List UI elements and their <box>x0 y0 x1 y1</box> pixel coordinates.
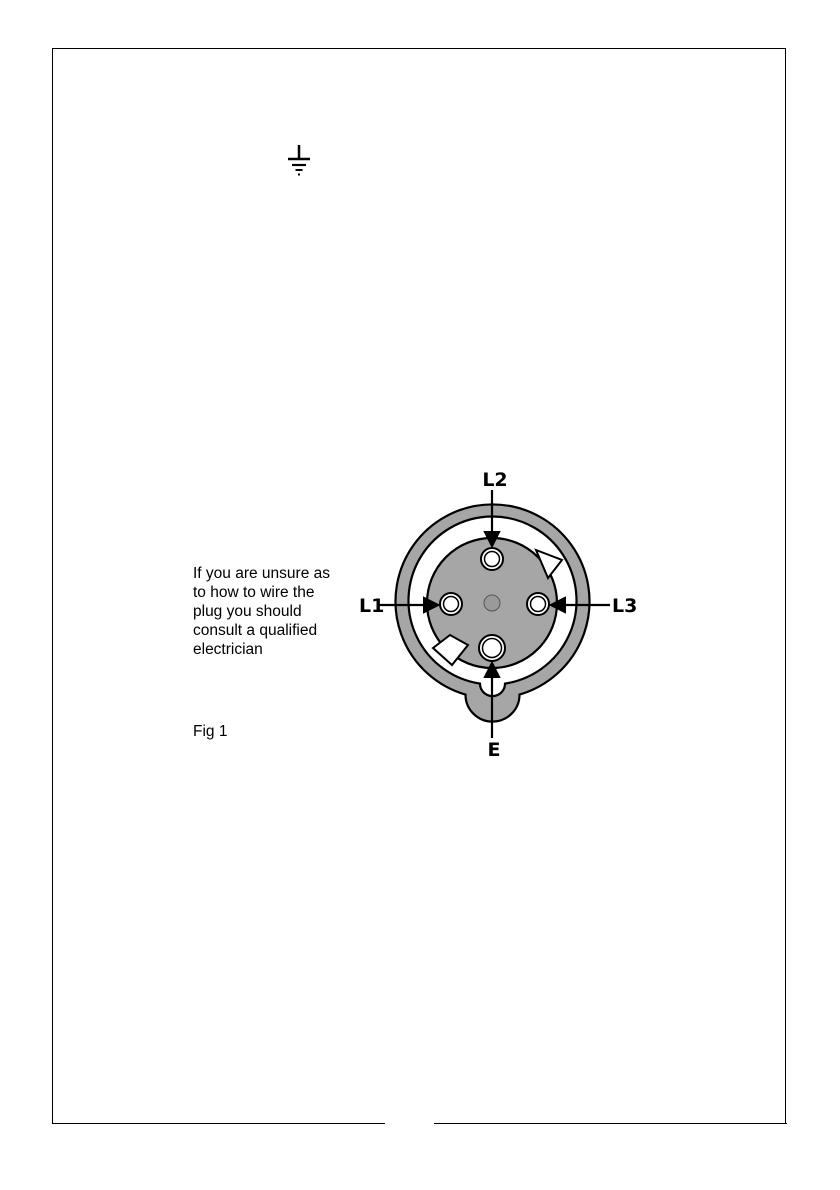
wiring-advice-line: to how to wire the <box>193 584 315 601</box>
three-phase-plug-diagram <box>355 465 645 765</box>
pin-l3 <box>527 593 549 615</box>
pin-l1 <box>440 593 462 615</box>
label-l1: L1 <box>359 595 385 617</box>
label-earth: E <box>487 739 501 761</box>
page-bottom-rule-left <box>52 1123 385 1124</box>
label-l3: L3 <box>612 595 638 617</box>
wiring-advice-line: If you are unsure as <box>193 565 330 582</box>
wiring-advice-line: electrician <box>193 641 263 658</box>
page-bottom-rule-right <box>434 1123 787 1124</box>
wiring-advice-line: consult a qualified <box>193 622 318 639</box>
pin-earth <box>479 635 505 661</box>
wiring-advice-line: plug you should <box>193 603 302 620</box>
pin-l2 <box>481 548 503 570</box>
label-l2: L2 <box>482 469 508 491</box>
earth-ground-icon <box>286 143 312 177</box>
figure-caption: Fig 1 <box>193 723 228 740</box>
centre-pin-hole <box>484 595 500 611</box>
wiring-advice-text <box>193 564 373 659</box>
